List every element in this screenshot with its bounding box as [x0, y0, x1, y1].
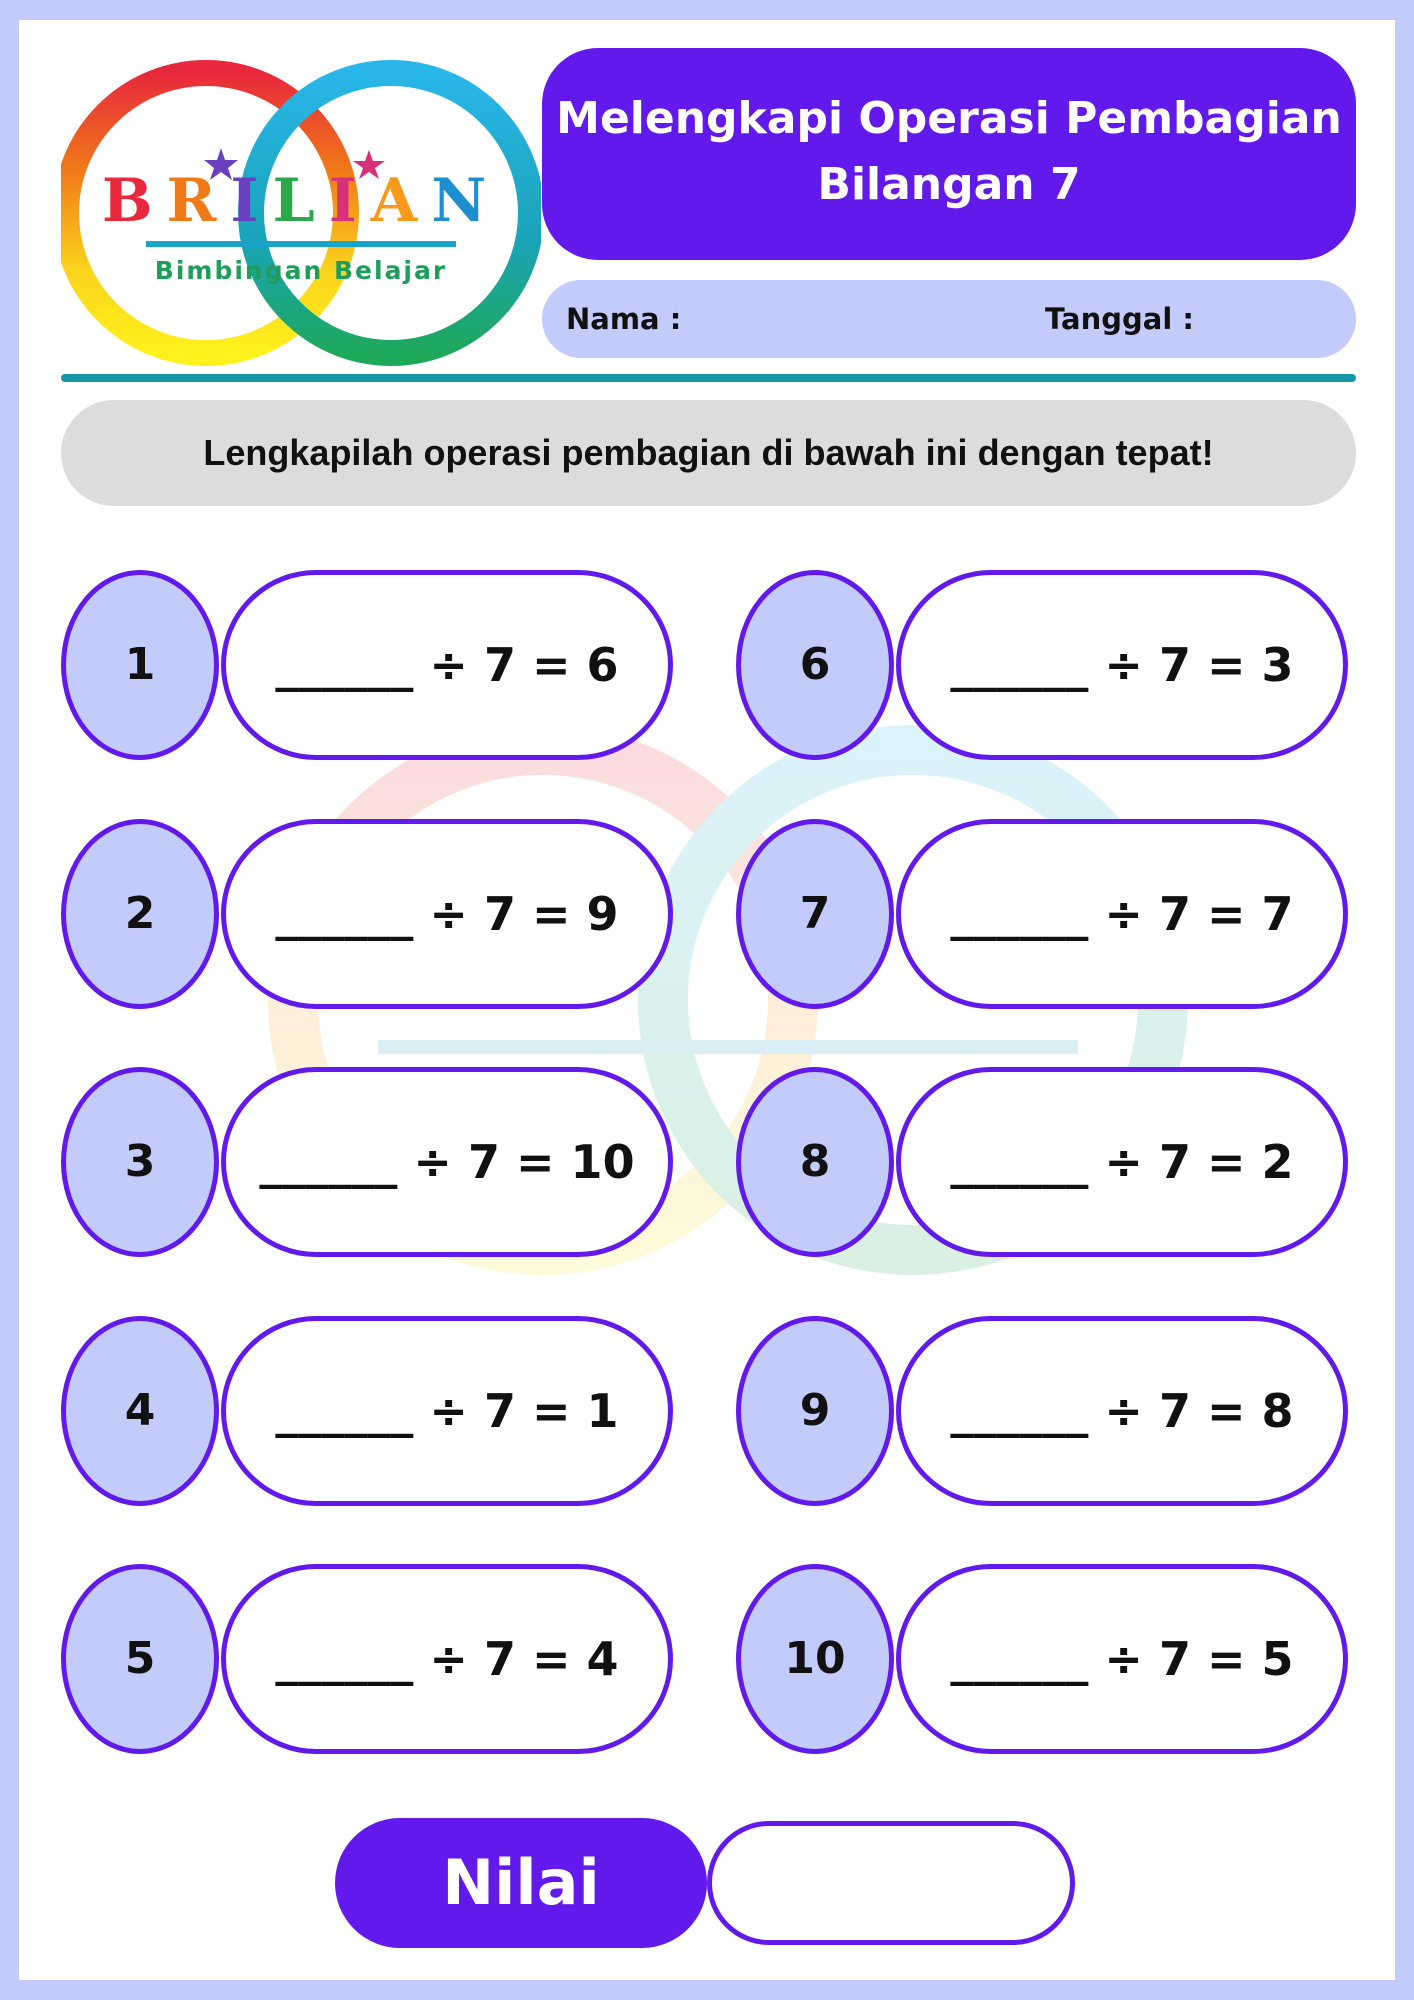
question-number: 4	[61, 1316, 219, 1506]
score-label: Nilai	[335, 1818, 707, 1948]
worksheet-title	[542, 48, 1356, 260]
instruction-banner: Lengkapilah operasi pembagian di bawah ini dengan tepat!	[61, 400, 1356, 506]
question-number: 9	[736, 1316, 894, 1506]
title-line-1: Melengkapi Operasi Pembagian	[556, 93, 1342, 144]
question-number: 3	[61, 1067, 219, 1257]
question-expression[interactable]: ______ ÷ 7 = 8	[896, 1316, 1348, 1506]
logo-wordmark: BRILIAN	[101, 166, 501, 236]
question-number: 6	[736, 570, 894, 760]
nama-label: Nama :	[566, 302, 682, 336]
question-expression[interactable]: ______ ÷ 7 = 3	[896, 570, 1348, 760]
question-expression[interactable]: ______ ÷ 7 = 2	[896, 1067, 1348, 1257]
name-date-bar	[542, 280, 1356, 358]
tanggal-label: Tanggal :	[1045, 302, 1194, 336]
question-expression[interactable]: ______ ÷ 7 = 9	[221, 819, 673, 1009]
question-expression[interactable]: ______ ÷ 7 = 1	[221, 1316, 673, 1506]
question-number: 10	[736, 1564, 894, 1754]
brilian-logo	[61, 48, 541, 378]
question-number: 5	[61, 1564, 219, 1754]
question-expression[interactable]: ______ ÷ 7 = 5	[896, 1564, 1348, 1754]
question-expression[interactable]: ______ ÷ 7 = 6	[221, 570, 673, 760]
logo-underline	[146, 241, 456, 247]
header-divider	[61, 374, 1356, 382]
score-field[interactable]	[707, 1821, 1075, 1945]
question-expression[interactable]: ______ ÷ 7 = 10	[221, 1067, 673, 1257]
question-number: 8	[736, 1067, 894, 1257]
question-number: 7	[736, 819, 894, 1009]
question-expression[interactable]: ______ ÷ 7 = 4	[221, 1564, 673, 1754]
logo-subtitle: Bimbingan Belajar	[154, 256, 448, 285]
question-number: 2	[61, 819, 219, 1009]
title-line-2: Bilangan 7	[817, 159, 1081, 210]
question-number: 1	[61, 570, 219, 760]
question-expression[interactable]: ______ ÷ 7 = 7	[896, 819, 1348, 1009]
worksheet-page	[19, 20, 1395, 1980]
